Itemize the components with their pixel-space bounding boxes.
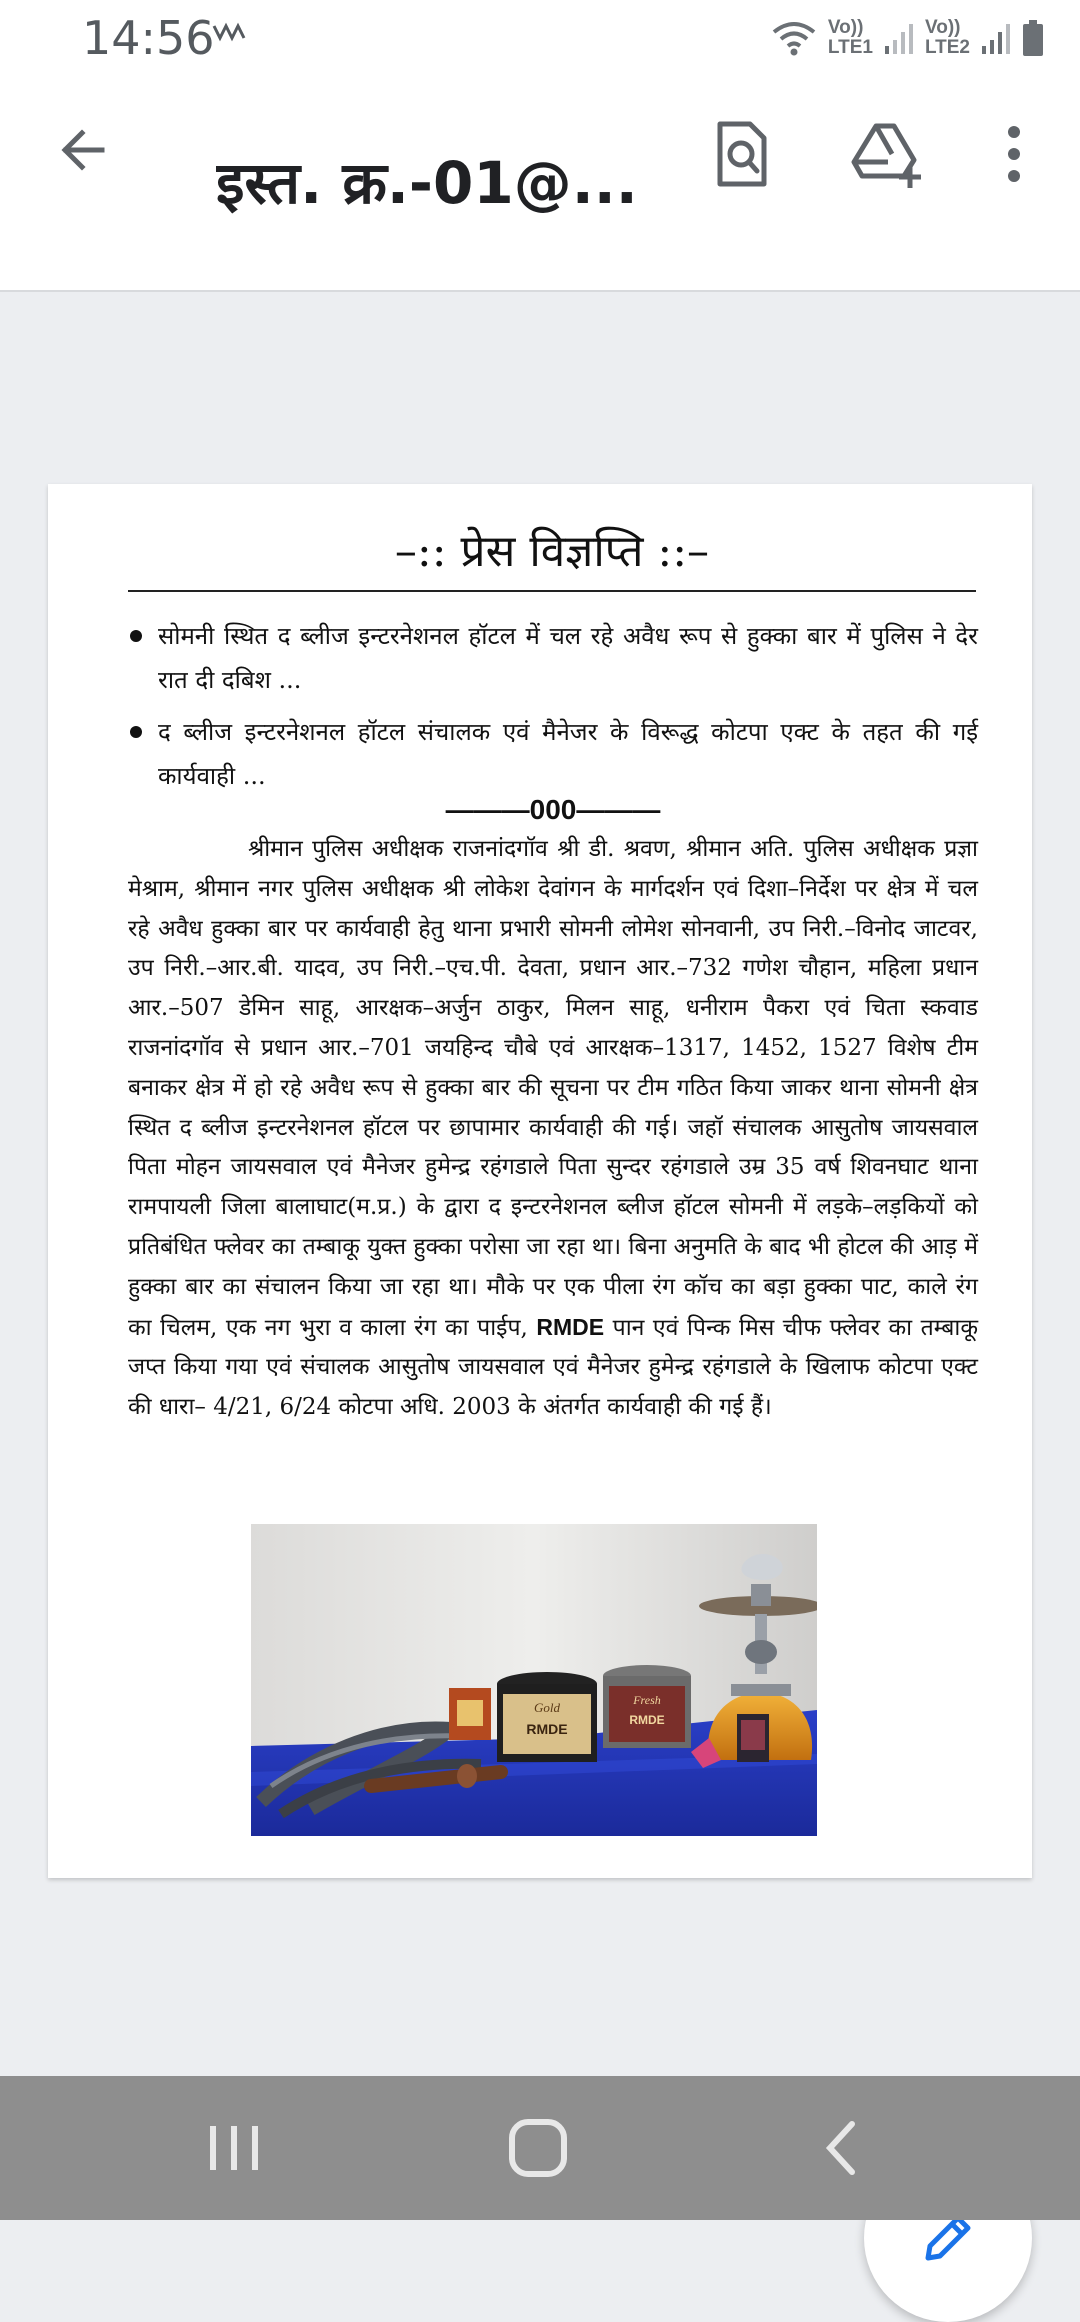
body-bold-text: RMDE (536, 1313, 605, 1340)
battery-icon (1022, 19, 1044, 57)
app-bar (0, 74, 1080, 292)
lte1-top-label: Vo)) (827, 17, 864, 38)
document-viewer[interactable] (0, 292, 1080, 2074)
lte2-indicator (925, 18, 970, 58)
bullet-list (128, 614, 978, 806)
navigation-bar (0, 2076, 1080, 2220)
body-text-part-1: श्रीमान पुलिस अधीक्षक राजनांदगॉव श्री डी. श्रवण, श्रीमान अति. पुलिस अधीक्षक प्रज्ञा मेश्राम, श्रीमान नगर पुलिस अधीक्षक श्री लोकेश देवांगन के मार्गदर्शन एवं दिशा–निर्देश पर क्षेत्र में चल रहे अवैध हुक्का बार पर कार्यवाही हेतु थाना प्रभारी सोमनी लोमेश सोनवानी, उप निरी.–विनोद जाटवर, उप निरी.–आर.बी. यादव, उप निरी.–एच.पी. देवता, प्रधान आर.–732 गणेश चौहान, महिला प्रधान आर.–507 डेमिन साहू, आरक्षक–अर्जुन ठाकुर, मिलन साहू, धनीराम पैकरा एवं चिता स्कवाड राजनांदगॉव से प्रधान आर.–701 जयहिन्द चौबे एवं आरक्षक–1317, 1452, 1527 विशेष टीम बनाकर क्षेत्र में हो रहे अवैध रूप से हुक्का बार की सूचना पर टीम गठित किया जाकर थाना सोमनी क्षेत्र स्थित द ब्लीज इन्टरनेशनल हॉटल पर छापामार कार्यवाही की गई। जहॉ संचालक आसुतोष जायसवाल पिता मोहन जायसवाल एवं मैनेजर हुमेन्द्र रहंगडाले पिता सुन्दर रहंगडाले उम्र 35 वर्ष शिवनघाट थाना रामपायली जिला बालाघाट(म.प्र.) के द्वारा द इन्टरनेशनल ब्लीज हॉटल सोमनी में लड़के–लड़कियों को प्रतिबंधित फ्लेवर का तम्बाकू युक्त हुक्का परोसा जा रहा था। बिना अनुमति के बाद भी होटल की आड़ में हुक्का बार का संचालन किया जा रहा था। मौके पर एक पीला रंग कॉच का बड़ा हुक्का पाट, काले रंग का चिलम, एक नग भुरा व काला रंग का पाईप, (128, 836, 978, 1341)
bullet-item: द ब्लीज इन्टरनेशनल हॉटल संचालक एवं मैनेजर के विरूद्ध कोटपा एक्ट के तहत की गई कार्यवाही ... (128, 710, 978, 798)
add-to-drive-icon[interactable] (848, 118, 928, 190)
status-time: 14:56 (82, 11, 215, 65)
tin2-brand-label: RMDE (629, 1713, 665, 1727)
document-title: इस्त. क्र.-01@... (216, 149, 638, 217)
lte1-indicator (828, 18, 873, 58)
wifi-icon (770, 18, 818, 58)
seized-items-photo (251, 1524, 817, 1836)
separator-text: ———000——— (445, 794, 661, 825)
body-paragraph (128, 830, 978, 1428)
lte2-top-label: Vo)) (924, 17, 961, 38)
bullet-item: सोमनी स्थित द ब्लीज इन्टरनेशनल हॉटल में चल रहे अवैध रूप से हुक्का बार में पुलिस ने देर रात दी दबिश ... (128, 614, 978, 702)
home-icon[interactable] (502, 2112, 574, 2184)
tin-brand-top: Gold (534, 1700, 560, 1715)
tin-brand-label: RMDE (526, 1721, 568, 1737)
document-page (48, 484, 1032, 1878)
signal-2-icon (980, 20, 1012, 56)
document-search-icon[interactable] (706, 118, 778, 190)
status-indicators (770, 10, 1044, 66)
press-release-heading: –:: प्रेस विज्ञप्ति ::– (128, 522, 976, 592)
recents-icon[interactable] (198, 2112, 270, 2184)
nav-back-icon[interactable] (806, 2112, 878, 2184)
back-arrow-icon[interactable] (48, 114, 120, 186)
signal-1-icon (883, 20, 915, 56)
lte1-bottom-label: LTE1 (827, 37, 873, 58)
more-vert-icon[interactable] (990, 118, 1038, 190)
tin2-brand-top: Fresh (633, 1693, 661, 1707)
notification-icon (212, 22, 246, 42)
lte2-bottom-label: LTE2 (924, 37, 970, 58)
body-text-part-2: पान एवं पिन्क मिस चीफ फ्लेवर का तम्बाकू जप्त किया गया एवं संचालक आसुतोष जायसवाल एवं मैनेजर हुमेन्द्र रहंगडाले के खिलाफ कोटपा एक्ट की धारा– 4/21, 6/24 कोटपा अधि. 2003 के अंतर्गत कार्यवाही की गई हैं। (128, 1314, 978, 1421)
status-bar (0, 0, 1080, 74)
